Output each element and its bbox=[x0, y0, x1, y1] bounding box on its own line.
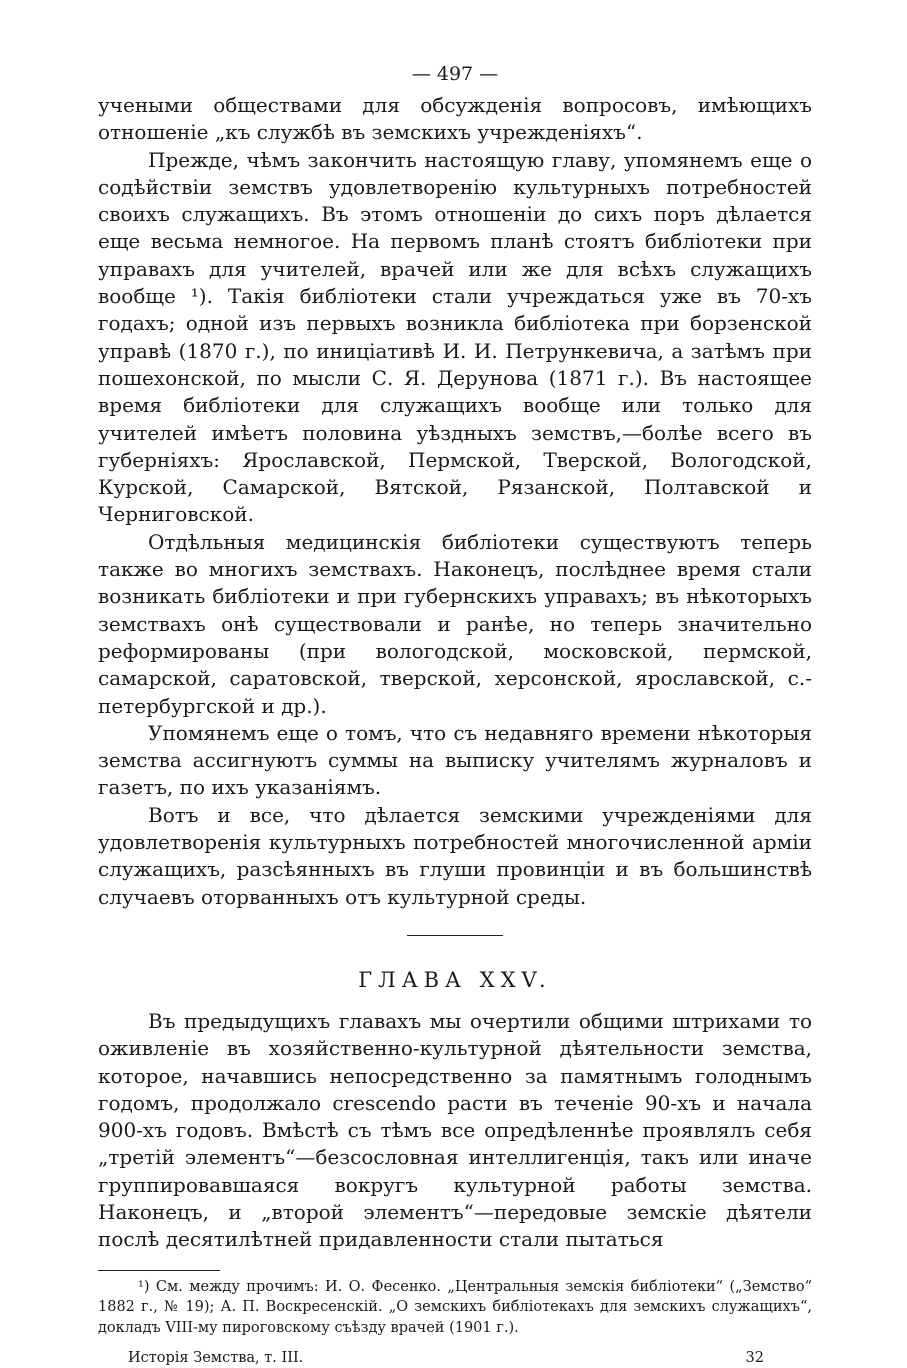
footer-book-title: Исторія Земства, т. III. bbox=[128, 1350, 304, 1367]
page-number: — 497 — bbox=[411, 63, 499, 85]
footnote-text: ¹) См. между прочимъ: И. О. Фесенко. „Центральныя земскія библіотеки“ („Земство“ 1882 г., № 19); А. П. Воскресенскій. „О земскихъ библіотекахъ для земскихъ служащихъ“, докладъ VIII-му пироговскому съѣзду врачей (1901 г.). bbox=[98, 1278, 812, 1336]
section-top-text bbox=[98, 92, 812, 911]
book-page bbox=[98, 58, 812, 1368]
section-divider bbox=[407, 935, 503, 936]
footnote-divider bbox=[98, 1270, 220, 1271]
paragraph: учеными обществами для обсужденія вопросовъ, имѣющихъ отношеніе „къ службѣ въ земскихъ учрежденіяхъ“. bbox=[98, 93, 812, 145]
chapter-title: ГЛАВА XXV. bbox=[358, 967, 552, 992]
paragraph: Вотъ и все, что дѣлается земскими учрежденіями для удовлетворенія культурныхъ потребностей многочисленной арміи служащихъ, разсѣянныхъ въ глуши провинціи и въ большинствѣ случаевъ оторванныхъ отъ культурной среды. bbox=[98, 802, 812, 909]
paragraph: Прежде, чѣмъ закончить настоящую главу, упомянемъ еще о содѣйствіи земствъ удовлетворенію культурныхъ потребностей своихъ служащихъ. Въ этомъ отношеніи до сихъ поръ дѣлается еще весьма немногое. На первомъ планѣ стоятъ библіотеки при управахъ для учителей, врачей или же для всѣхъ служащихъ вообще ¹). Такія библіотеки стали учреждаться уже въ 70-хъ годахъ; одной изъ первыхъ возникла библіотека при борзенской управѣ (1870 г.), по иниціативѣ И. И. Петрункевича, а затѣмъ при пошехонской, по мысли С. Я. Дерунова (1871 г.). Въ настоящее время библіотеки для служащихъ вообще или только для учителей имѣетъ половина уѣздныхъ земствъ,—болѣе всего въ губерніяхъ: Ярославской, Пермской, Тверской, Вологодской, Курской, Самарской, Вятской, Рязанской, Полтавской и Черниговской. bbox=[98, 147, 812, 527]
footnote bbox=[98, 1277, 812, 1339]
paragraph: Въ предыдущихъ главахъ мы очертили общими штрихами то оживленіе въ хозяйственно-культурной дѣятельности земства, которое, начавшись непосредственно за памятнымъ голоднымъ годомъ, продолжало crescendo расти въ теченіе 90-хъ и начала 900-хъ годовъ. Вмѣстѣ съ тѣмъ все опредѣленнѣе проявлялъ себя „третій элементъ“—безсословная интеллигенція, такъ или иначе группировавшаяся вокругъ культурной работы земства. Наконецъ, и „второй элементъ“—передовые земскіе дѣятели послѣ десятилѣтней придавленности стали пытаться bbox=[98, 1008, 812, 1252]
section-bottom-text bbox=[98, 1008, 812, 1254]
footer-signature-number: 32 bbox=[745, 1350, 764, 1367]
paragraph: Упомянемъ еще о томъ, что съ недавняго времени нѣкоторыя земства ассигнуютъ суммы на выписку учителямъ журналовъ и газетъ, по ихъ указаніямъ. bbox=[98, 720, 812, 800]
page-footer bbox=[98, 1348, 812, 1368]
paragraph: Отдѣльныя медицинскія библіотеки существуютъ теперь также во многихъ земствахъ. Наконецъ, послѣднее время стали возникать библіотеки и при губернскихъ управахъ; въ нѣкоторыхъ земствахъ онѣ существовали и ранѣе, но теперь значительно реформированы (при вологодской, московской, пермской, самарской, саратовской, тверской, херсонской, ярославской, с.-петербургской и др.). bbox=[98, 529, 812, 718]
